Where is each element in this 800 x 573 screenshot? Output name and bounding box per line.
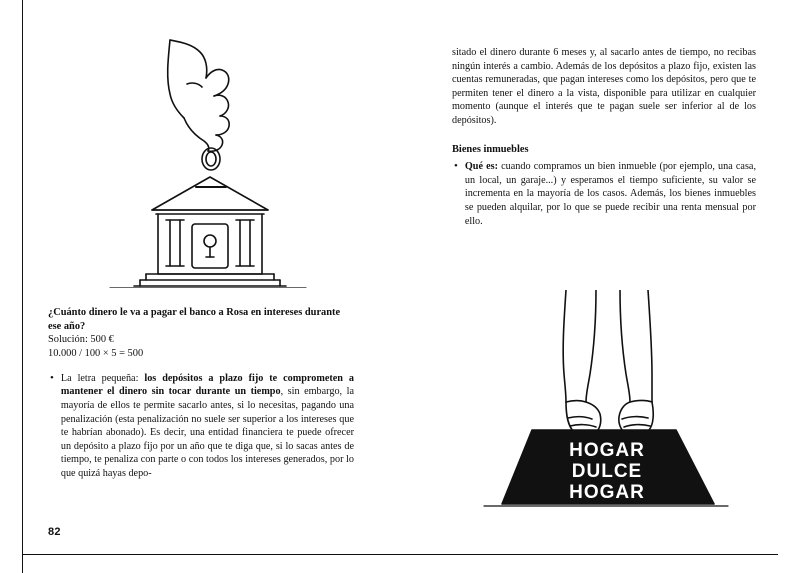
page-frame-left-rule <box>22 0 23 573</box>
bullet-lead-plain: La letra pequeña: <box>60 372 145 384</box>
bullet-lead-bold: los depósitos a plazo fijo te comprometen a mantener el dinero sin tocar durante un tiempo <box>60 372 354 398</box>
list-item <box>452 160 756 228</box>
page-frame-bottom-rule <box>22 554 778 555</box>
bullet-text <box>465 160 756 228</box>
left-text-column <box>48 306 354 481</box>
svg-text:HOGAR: HOGAR <box>569 482 645 503</box>
solution-math: 10.000 / 100 × 5 = 500 <box>48 347 144 359</box>
list-item <box>48 372 354 481</box>
bullet-marker: • <box>50 371 54 384</box>
solution-label: Solución: 500 € <box>48 334 114 346</box>
section-heading: Bienes inmuebles <box>452 143 529 155</box>
doormat-illustration <box>470 290 740 520</box>
right-text-column <box>452 46 756 228</box>
svg-text:HOGAR: HOGAR <box>569 440 645 461</box>
continuation-paragraph: sitado el dinero durante 6 meses y, al sacarlo antes de tiempo, no recibas ningún interés a cambio. Además de los depósitos a plazo fijo, existen las cuentas remuneradas, que pagan intereses como los depósitos, pero que te permiten tener el dinero a la vista, disponible para utilizar en cualquier momento (aunque el interés que te pagan suele ser inferior al de los depósitos). <box>452 47 756 126</box>
bullet-text <box>61 372 354 481</box>
svg-text:DULCE: DULCE <box>571 461 643 482</box>
question-heading: ¿Cuánto dinero le va a pagar el banco a Rosa en intereses durante ese año? <box>48 307 341 332</box>
bank-illustration <box>92 38 322 288</box>
page-number: 82 <box>48 526 61 538</box>
bullet-rest: cuando compramos un bien inmueble (por ejemplo, una casa, un local, un garaje...) y esperamos el tiempo suficiente, su valor se incrementa en la mayoría de los casos. Además, los bienes inmuebles se pueden alquilar, por lo que se puede recibir una renta mensual por ello. <box>464 161 756 227</box>
bullet-lead-bold: Qué es: <box>464 161 498 173</box>
bullet-rest: , sin embargo, la mayoría de ellos te permite sacarlo antes, si lo necesitas, pagando una penalización (esta penalización no suele ser superior a los intereses que te habrían abonado). Es decir, una entidad financiera te puede ofrecer un depósito a plazo fijo por un año que te diga que, si lo sacas antes de tiempo, te penaliza con parte o con todos los intereses generados, por lo que quizá hayas depo- <box>60 386 355 479</box>
bullet-marker: • <box>454 160 458 173</box>
